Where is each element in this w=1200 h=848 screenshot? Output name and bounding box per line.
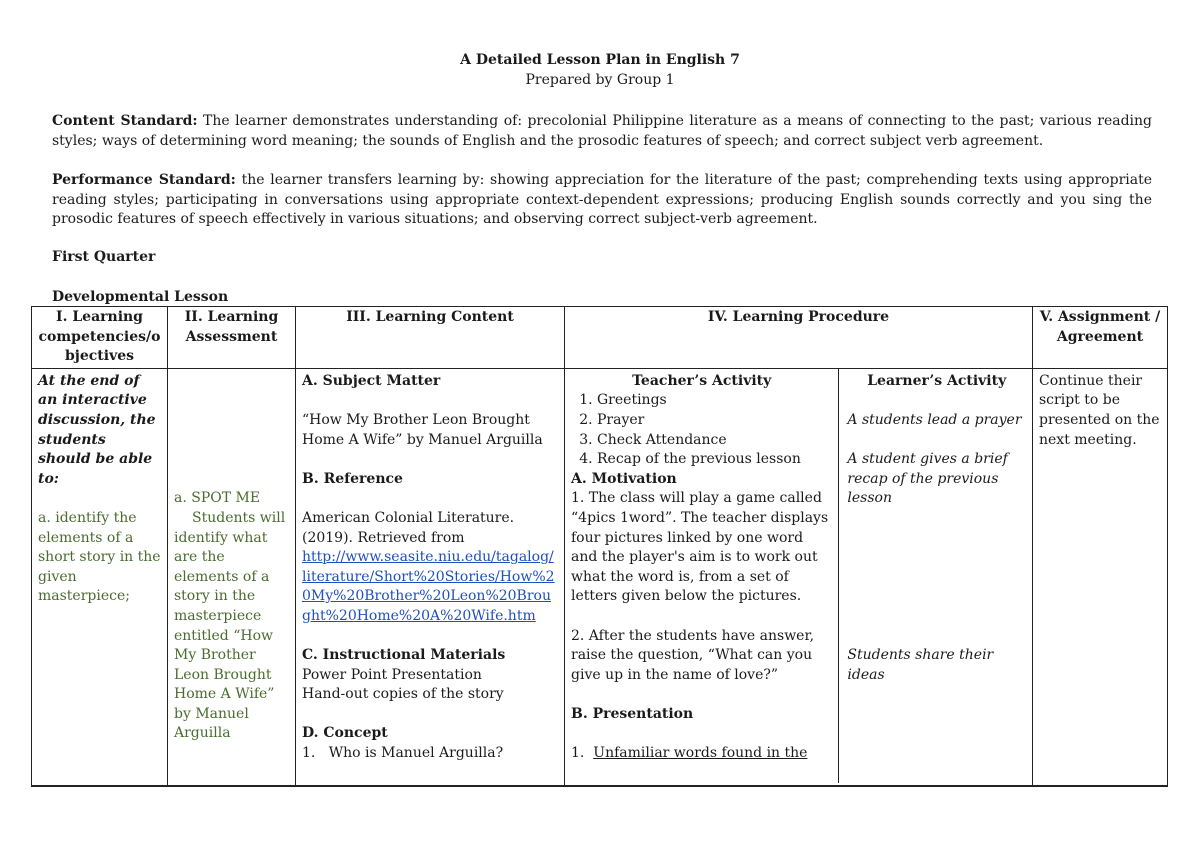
document-subtitle: Prepared by Group 1	[525, 72, 675, 88]
lesson-plan-table	[31, 306, 1168, 787]
performance-standard-label: Performance Standard:	[52, 172, 236, 188]
subject-matter-text: “How My Brother Leon Brought Home A Wife” by Manuel Arguilla	[302, 411, 543, 448]
performance-standard	[52, 171, 1152, 230]
performance-standard-text: the learner transfers learning by: showing appreciation for the literature of the past; comprehending texts using appropriate reading styles; participating in conversations using appropriate context-dependent expressions; producing English sounds correctly and you sing the prosodic features of speech effectively in various situations; and observing correct subject-verb agreement.	[52, 172, 1153, 228]
motivation-heading: A. Motivation	[571, 470, 677, 487]
reference-link[interactable]: http://www.seasite.niu.edu/tagalog/literature/Short%20Stories/How%20My%20Brother%20Leon%20Brought%20Home%20A%20Wife.htm	[302, 549, 555, 624]
content-cell	[296, 368, 565, 786]
learner-activity-2: A student gives a brief recap of the previous lesson	[847, 451, 1008, 507]
presentation-heading: B. Presentation	[571, 705, 694, 722]
procedure-cell	[565, 368, 1033, 786]
teacher-activity-column	[565, 369, 839, 783]
motivation-step-2: 2. After the students have answer, raise the question, “What can you give up in the name of love?”	[571, 627, 815, 683]
lesson-type-heading: Developmental Lesson	[52, 289, 229, 305]
header-assignment: V. Assignment / Agreement	[1033, 307, 1168, 369]
table-header-row	[32, 307, 1168, 369]
quarter-heading: First Quarter	[52, 249, 156, 265]
teacher-activity-heading: Teacher’s Activity	[632, 372, 772, 389]
list-item: 4. Recap of the previous lesson	[597, 450, 832, 470]
concept-item: 1. Who is Manuel Arguilla?	[302, 745, 504, 762]
assessment-text: Students will identify what are the elements of a story in the masterpiece entitled “How My Brother Leon Brought Home A Wife” by Manuel Arguilla	[174, 509, 286, 742]
learner-activity-column	[839, 369, 1032, 783]
table-row	[32, 368, 1168, 786]
competencies-intro: At the end of an interactive discussion, the students should be able to:	[38, 372, 156, 487]
header-procedure: IV. Learning Procedure	[565, 307, 1033, 369]
list-item: 1. Greetings	[597, 391, 832, 411]
list-item: 2. Prayer	[597, 411, 832, 431]
assessment-cell	[168, 368, 296, 786]
reference-heading: B. Reference	[302, 470, 403, 487]
learner-activity-1: A students lead a prayer	[847, 411, 1022, 428]
material-item: Hand-out copies of the story	[302, 686, 504, 703]
content-standard	[52, 112, 1152, 151]
header-competencies: I. Learning competencies/o bjectives	[32, 307, 168, 369]
competencies-cell	[32, 368, 168, 786]
concept-heading: D. Concept	[302, 725, 388, 742]
content-standard-text: The learner demonstrates understanding of: precolonial Philippine literature as a means of connecting to the past; various reading styles; ways of determining word meaning; the sounds of English and the prosodic features of speech; and correct subject verb agreement.	[52, 113, 1153, 149]
subject-matter-heading: A. Subject Matter	[302, 372, 441, 389]
material-item: Power Point Presentation	[302, 666, 482, 683]
header-assessment: II. Learning Assessment	[168, 307, 296, 369]
presentation-item: 1. Unfamiliar words found in the	[571, 745, 808, 762]
learner-activity-3: Students share their ideas	[847, 647, 994, 683]
teacher-steps-list	[571, 391, 832, 469]
motivation-step-1: 1. The class will play a game called “4pics 1word”. The teacher displays four pictures linked by one word and the player's aim is to work out what the word is, from a set of letters given below the pictures.	[571, 490, 829, 605]
document-title: A Detailed Lesson Plan in English 7	[460, 52, 740, 68]
competencies-objective: a. identify the elements of a short story in the given masterpiece;	[38, 509, 161, 605]
learner-activity-heading: Learner’s Activity	[867, 372, 1007, 389]
materials-heading: C. Instructional Materials	[302, 647, 506, 664]
reference-text: American Colonial Literature. (2019). Retrieved from	[302, 509, 515, 546]
content-standard-label: Content Standard:	[52, 113, 198, 129]
assessment-label: a. SPOT ME	[174, 490, 261, 507]
assignment-cell: Continue their script to be presented on the next meeting.	[1033, 368, 1168, 786]
header-content: III. Learning Content	[296, 307, 565, 369]
list-item: 3. Check Attendance	[597, 431, 832, 451]
